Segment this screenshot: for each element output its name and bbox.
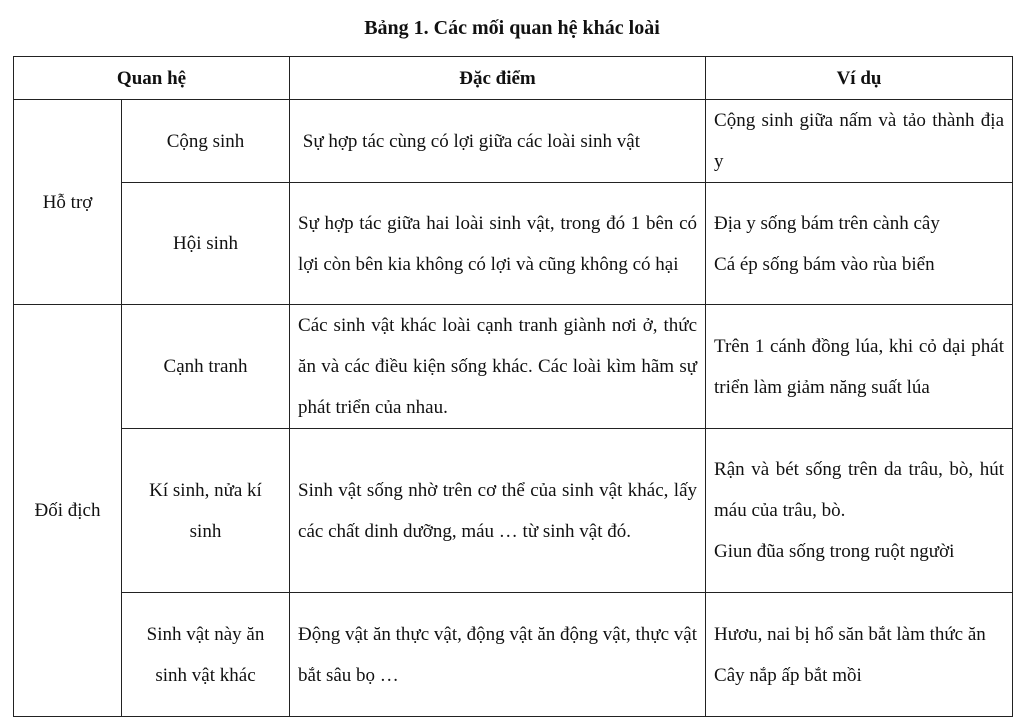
relation-example-line: Cá ép sống bám vào rùa biển xyxy=(714,253,935,275)
relation-type: Kí sinh, nửa kí sinh xyxy=(122,429,290,593)
relation-example-cell xyxy=(706,429,1013,593)
table-row xyxy=(14,305,1013,429)
table-row xyxy=(14,593,1013,717)
group-antagonism: Đối địch xyxy=(14,305,122,717)
relation-type: Hội sinh xyxy=(122,183,290,305)
relation-feature: Sự hợp tác giữa hai loài sinh vật, trong đó 1 bên có lợi còn bên kia không có lợi và cũng không có hại xyxy=(290,183,706,305)
relation-example: Cộng sinh giữa nấm và tảo thành địa y xyxy=(706,100,1013,183)
relationship-table xyxy=(13,56,1013,717)
table-header-row xyxy=(14,57,1013,100)
table-row xyxy=(14,183,1013,305)
relation-example-cell xyxy=(706,593,1013,717)
relation-example-line: Giun đũa sống trong ruột người xyxy=(714,541,955,562)
relation-example-line: Địa y sống bám trên cành cây xyxy=(714,212,940,234)
header-relation: Quan hệ xyxy=(14,57,290,100)
relation-example-line: Rận và bét sống trên da trâu, bò, hút máu của trâu, bò. xyxy=(714,459,1005,521)
relation-feature: Động vật ăn thực vật, động vật ăn động vật, thực vật bắt sâu bọ … xyxy=(290,593,706,717)
relation-example-line: Hươu, nai bị hổ săn bắt làm thức ăn xyxy=(714,623,986,645)
table-row xyxy=(14,429,1013,593)
header-feature: Đặc điểm xyxy=(290,57,706,100)
relation-feature: Sự hợp tác cùng có lợi giữa các loài sinh vật xyxy=(290,100,706,183)
table-title: Bảng 1. Các mối quan hệ khác loài xyxy=(364,17,660,39)
relation-type: Sinh vật này ăn sinh vật khác xyxy=(122,593,290,717)
relation-type: Cộng sinh xyxy=(122,100,290,183)
relation-type: Cạnh tranh xyxy=(122,305,290,429)
relation-feature: Sinh vật sống nhờ trên cơ thể của sinh vật khác, lấy các chất dinh dưỡng, máu … từ sinh vật đó. xyxy=(290,429,706,593)
header-example: Ví dụ xyxy=(706,57,1013,100)
relation-feature: Các sinh vật khác loài cạnh tranh giành nơi ở, thức ăn và các điều kiện sống khác. Các loài kìm hãm sự phát triển của nhau. xyxy=(290,305,706,429)
group-support: Hỗ trợ xyxy=(14,100,122,305)
relation-example-line: Cây nắp ấp bắt mồi xyxy=(714,664,862,686)
table-row xyxy=(14,100,1013,183)
relation-example: Trên 1 cánh đồng lúa, khi cỏ dại phát triển làm giảm năng suất lúa xyxy=(706,305,1013,429)
relation-example-cell xyxy=(706,183,1013,305)
